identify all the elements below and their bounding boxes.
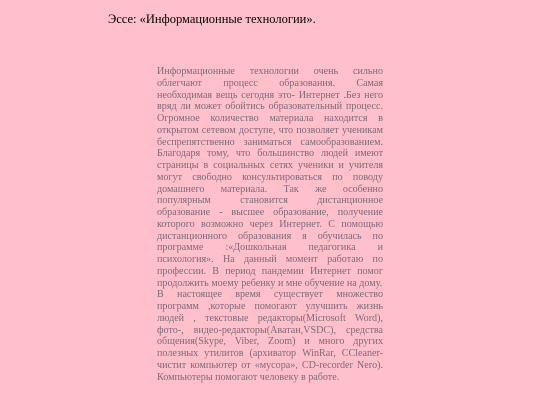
page-title: Эссе: «Информационные технологии». [108,12,316,26]
essay-paragraph: В настоящее время существует множество программ ,которые помогают улучшить жизнь людей , текстовые редакторы(Microsoft Word), фото-, видео-редакторы(Аватан,VSDC), средства общения(Skype, Viber, Zoom) и много других полезных утилитов (архиватор WinRar, CCleaner-чистит компьютер от «мусора», CD-recorder Nero). Компьютеры помогают человеку в работе. [157,289,383,383]
essay-paragraph: Информационные технологии очень сильно облегчают процесс образования. Самая необходимая вещь сегодня это- Интернет .Без него вряд ли может обойтись образовательный процесс. Огромное количество материала находится в открытом сетевом доступе, что позволяет ученикам беспрепятственно заниматься самообразованием. Благодаря тому, что большинство людей имеют страницы в социальных сетях ученики и учителя могут свободно консультироваться по поводу домашнего материала. Так же особенно популярным становится дистанционное образование - высшее образование, получение которого возможно через Интернет. С помощью дистанционного образования я обучилась по программе :«Дошкольная педагогика и психология». На данный момент работаю по профессии. В период пандемии Интернет помог продолжить моему ребенку и мне обучение на дому. [157,66,383,289]
essay-body [157,66,383,383]
